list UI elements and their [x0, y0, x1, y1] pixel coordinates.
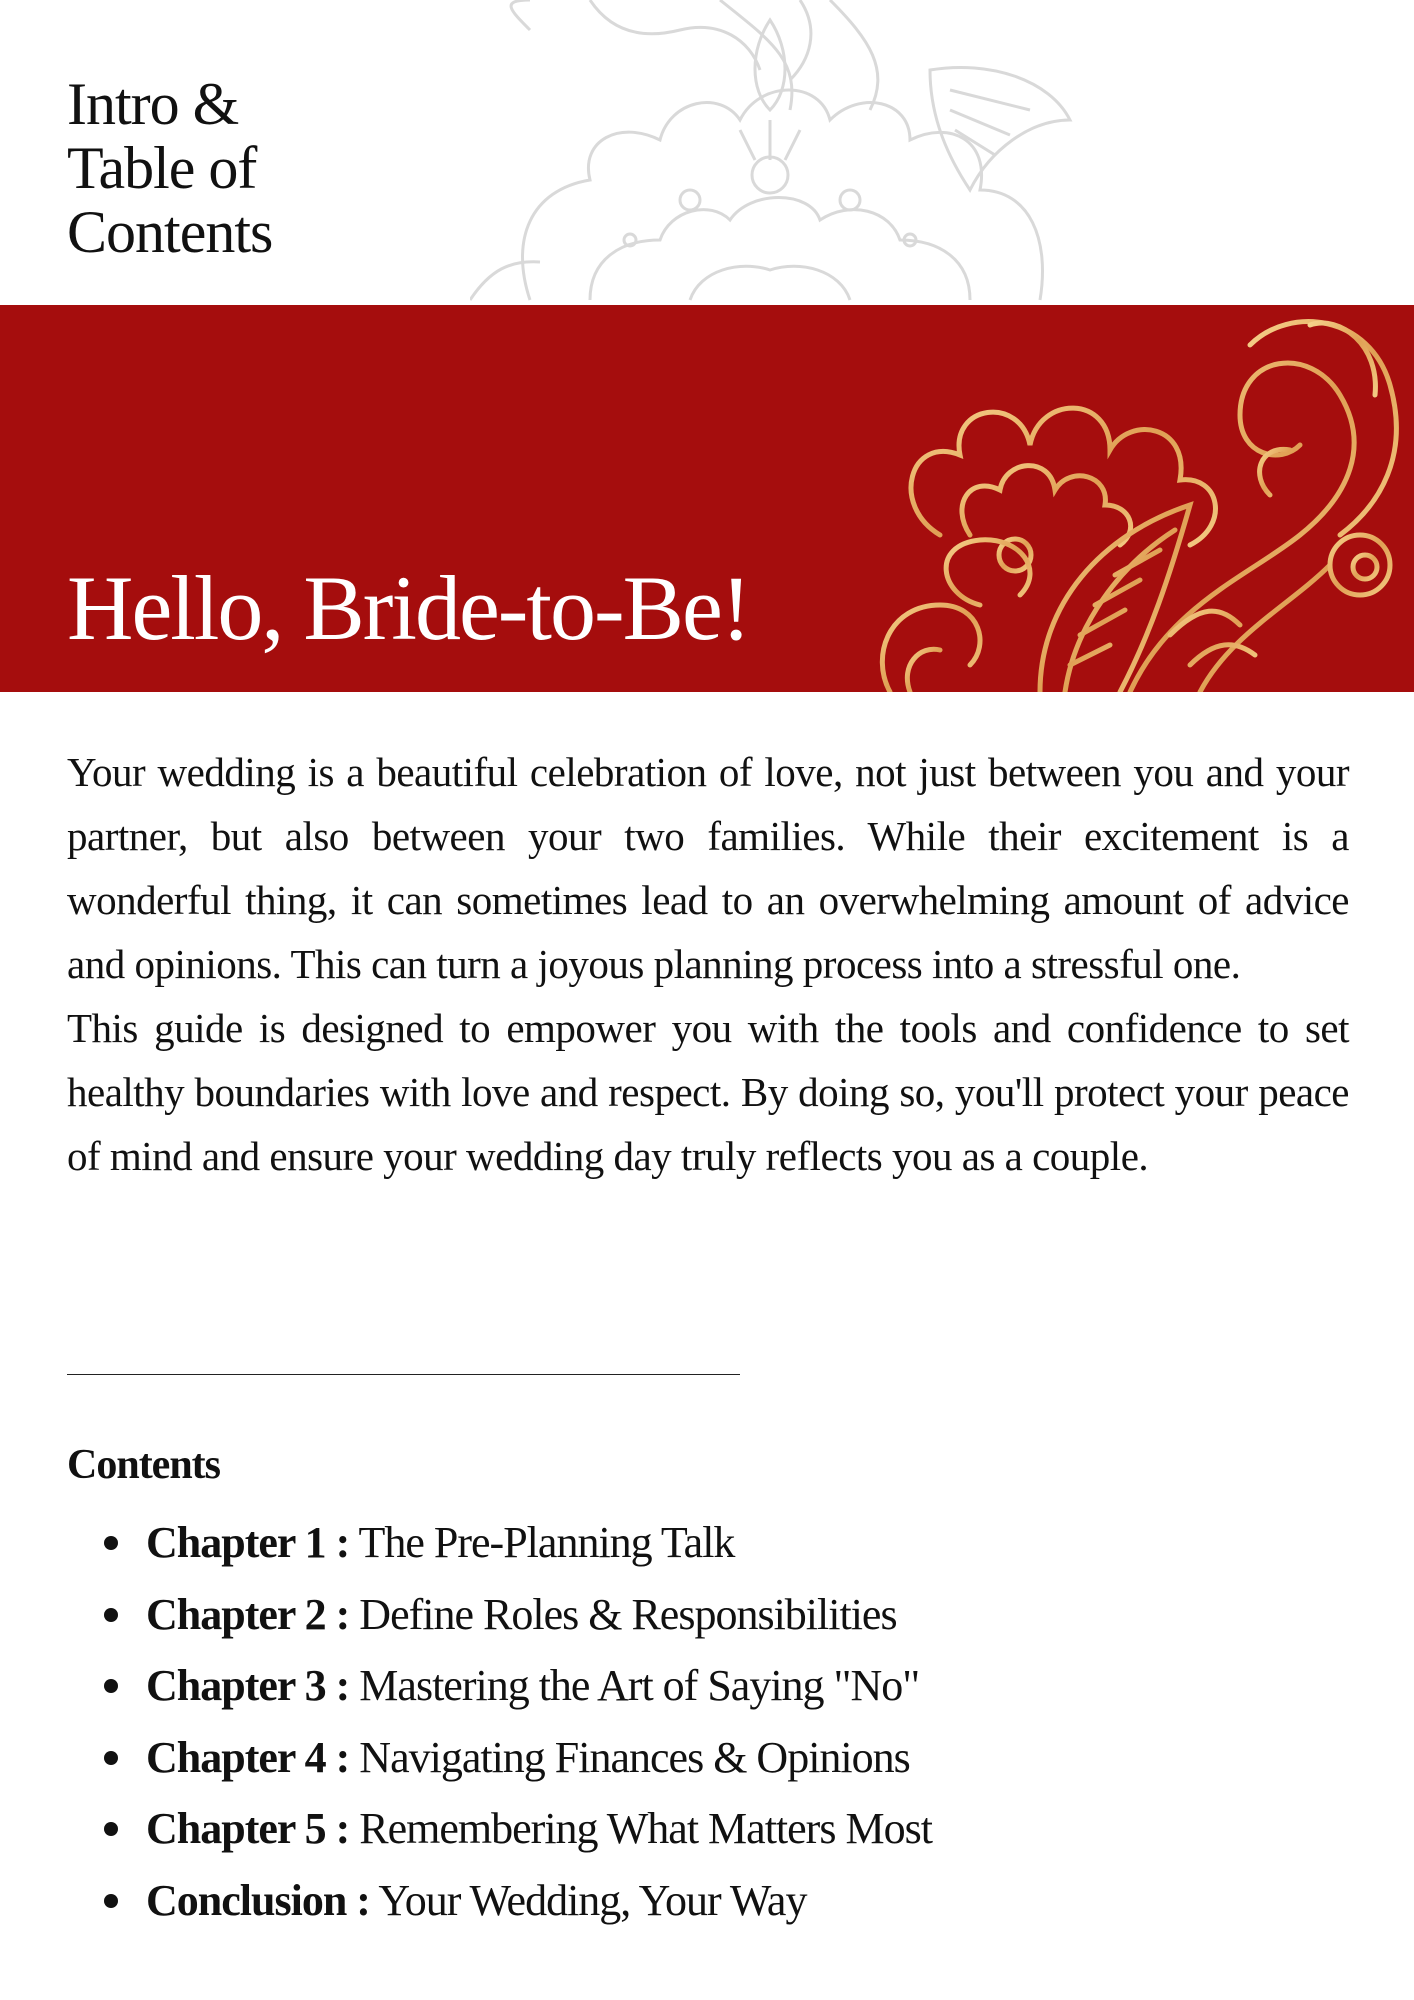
- section-divider: [67, 1374, 740, 1375]
- toc-item-conclusion: [0, 1865, 932, 1937]
- toc-item-title: Define Roles & Responsibilities: [349, 1589, 897, 1639]
- greeting-heading: Hello, Bride-to-Be!: [67, 557, 750, 659]
- toc-item-label: Chapter 3 :: [146, 1661, 350, 1710]
- page-title-line: Contents: [67, 199, 273, 265]
- gold-henna-flourish-icon: [870, 305, 1414, 692]
- toc-item-title: The Pre-Planning Talk: [349, 1518, 735, 1567]
- bullet-icon: [104, 1608, 118, 1622]
- toc-item-label: Chapter 2 :: [146, 1589, 350, 1639]
- toc-item-label: Conclusion :: [146, 1875, 370, 1925]
- toc-item-label: Chapter 1 :: [146, 1518, 350, 1567]
- toc-item-chapter-3: [0, 1650, 932, 1722]
- bullet-icon: [104, 1679, 118, 1693]
- toc-item-label: Chapter 5 :: [146, 1804, 350, 1853]
- toc-item-chapter-5: [0, 1793, 932, 1865]
- page-title: [67, 72, 272, 264]
- toc-item-chapter-4: [0, 1722, 932, 1794]
- toc-item-chapter-1: [0, 1507, 932, 1579]
- table-of-contents: [0, 1507, 932, 1936]
- bullet-icon: [104, 1894, 118, 1908]
- toc-item-chapter-2: [0, 1579, 932, 1651]
- intro-paragraph: Your wedding is a beautiful celebration of love, not just between you and your partner, but also between your two families. While their excitement is a wonderful thing, it can sometimes lead to an overwhelming amount of advice and opinions. This can turn a joyous planning process into a stressful one.: [67, 749, 1349, 987]
- intro-paragraph: This guide is designed to empower you with the tools and confidence to set healthy boundaries with love and respect. By doing so, you'll protect your peace of mind and ensure your wedding day truly reflects you as a couple.: [67, 1005, 1349, 1179]
- bullet-icon: [104, 1751, 118, 1765]
- greeting-banner: [0, 305, 1414, 692]
- page-title-line: Intro &: [67, 71, 239, 137]
- mandala-icon: [470, 0, 1110, 305]
- toc-item-title: Remembering What Matters Most: [349, 1804, 932, 1853]
- intro-text: [67, 740, 1349, 1188]
- toc-item-label: Chapter 4 :: [146, 1732, 350, 1782]
- toc-item-title: Your Wedding, Your Way: [369, 1875, 807, 1925]
- toc-item-title: Mastering the Art of Saying "No": [349, 1661, 920, 1710]
- contents-heading: Contents: [67, 1442, 221, 1488]
- toc-item-title: Navigating Finances & Opinions: [349, 1732, 910, 1782]
- page-title-line: Table of: [67, 135, 257, 201]
- bullet-icon: [104, 1822, 118, 1836]
- bullet-icon: [104, 1536, 118, 1550]
